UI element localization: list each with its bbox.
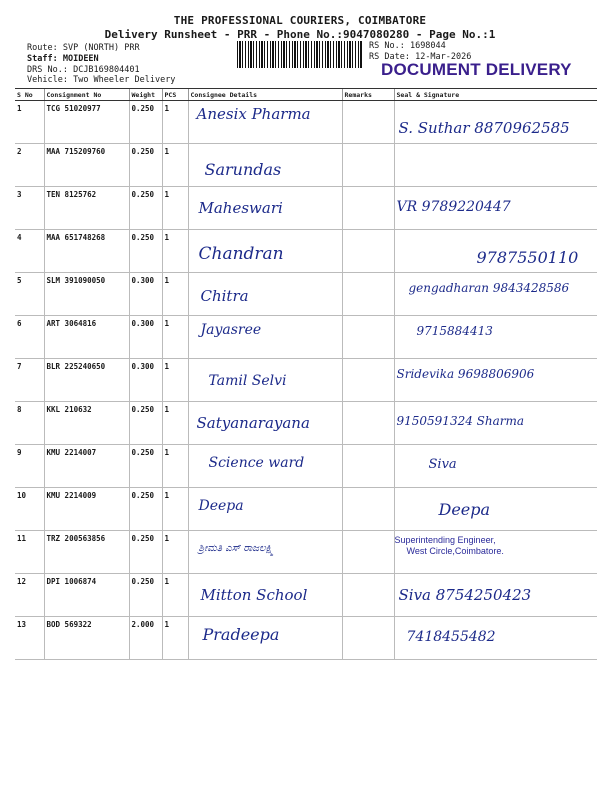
cell-consignment: TCG 51020977 — [44, 101, 129, 144]
cell-pcs: 1 — [162, 402, 188, 445]
barcode — [237, 41, 363, 68]
cell-weight: 0.300 — [129, 359, 162, 402]
cell-pcs: 1 — [162, 101, 188, 144]
cell-pcs: 1 — [162, 359, 188, 402]
cell-weight: 0.250 — [129, 488, 162, 531]
table-row — [15, 617, 597, 660]
cell-remarks — [342, 316, 394, 359]
cell-consignment: MAA 715209760 — [44, 144, 129, 187]
signature-handwriting: 7418455482 — [406, 629, 496, 645]
signature-handwriting: VR 9789220447 — [396, 199, 511, 215]
cell-sno: 11 — [15, 531, 44, 574]
cell-signature — [394, 187, 597, 230]
signature-handwriting: gengadharan 9843428586 — [408, 281, 570, 295]
consignee-handwriting: Sarundas — [204, 160, 282, 179]
cell-signature — [394, 359, 597, 402]
cell-signature — [394, 101, 597, 144]
table-row — [15, 316, 597, 359]
table-header-row — [15, 89, 597, 101]
cell-sno: 7 — [15, 359, 44, 402]
rs-date-value: 12-Mar-2026 — [415, 52, 472, 62]
col-seal-signature: Seal & Signature — [394, 89, 597, 101]
vehicle-label: Vehicle: — [27, 75, 68, 85]
cell-signature — [394, 488, 597, 531]
cell-sno: 4 — [15, 230, 44, 273]
signature-handwriting: Siva — [428, 457, 457, 472]
route-label: Route: — [27, 43, 58, 53]
cell-remarks — [342, 273, 394, 316]
consignee-handwriting: Satyanarayana — [196, 414, 310, 432]
cell-consignee — [188, 316, 342, 359]
cell-sno: 5 — [15, 273, 44, 316]
cell-weight: 0.250 — [129, 531, 162, 574]
seal-line-1: Superintending Engineer, — [394, 535, 496, 545]
cell-pcs: 1 — [162, 144, 188, 187]
cell-consignee — [188, 230, 342, 273]
cell-sno: 1 — [15, 101, 44, 144]
signature-handwriting: S. Suthar 8870962585 — [398, 119, 570, 137]
drs-value: DCJB169804401 — [73, 65, 140, 75]
consignee-handwriting: Pradeepa — [202, 625, 280, 644]
cell-consignment: MAA 651748268 — [44, 230, 129, 273]
runsheet-table — [15, 88, 597, 660]
cell-signature — [394, 402, 597, 445]
table-row — [15, 445, 597, 488]
cell-weight: 0.250 — [129, 101, 162, 144]
cell-pcs: 1 — [162, 574, 188, 617]
cell-weight: 0.300 — [129, 316, 162, 359]
cell-sno: 3 — [15, 187, 44, 230]
cell-consignee — [188, 144, 342, 187]
cell-consignment: KMU 2214009 — [44, 488, 129, 531]
cell-signature — [394, 230, 597, 273]
cell-remarks — [342, 488, 394, 531]
cell-signature — [394, 144, 597, 187]
signature-handwriting: Siva 8754250423 — [398, 586, 532, 604]
table-row — [15, 144, 597, 187]
cell-pcs: 1 — [162, 488, 188, 531]
col-sno: S No — [15, 89, 44, 101]
signature-handwriting: Sridevika 9698806906 — [396, 367, 535, 381]
cell-consignee — [188, 617, 342, 660]
consignee-handwriting: Mitton School — [200, 586, 308, 604]
col-pcs: PCS — [162, 89, 188, 101]
cell-weight: 0.250 — [129, 187, 162, 230]
cell-sno: 12 — [15, 574, 44, 617]
cell-consignee — [188, 488, 342, 531]
route-value: SVP (NORTH) PRR — [62, 43, 140, 53]
cell-pcs: 1 — [162, 316, 188, 359]
drs-label: DRS No.: — [27, 65, 68, 75]
cell-sno: 8 — [15, 402, 44, 445]
rs-no-value: 1698044 — [409, 41, 446, 51]
table-row — [15, 273, 597, 316]
cell-pcs: 1 — [162, 273, 188, 316]
cell-weight: 0.250 — [129, 230, 162, 273]
cell-remarks — [342, 617, 394, 660]
cell-consignment: KKL 210632 — [44, 402, 129, 445]
cell-signature — [394, 574, 597, 617]
cell-consignee — [188, 531, 342, 574]
cell-remarks — [342, 402, 394, 445]
consignee-handwriting: Chitra — [200, 287, 249, 305]
document-delivery-label: DOCUMENT DELIVERY — [381, 60, 572, 79]
cell-consignment: TRZ 200563856 — [44, 531, 129, 574]
consignee-handwriting: Anesix Pharma — [196, 105, 311, 123]
vehicle-value: Two Wheeler Delivery — [73, 75, 176, 85]
signature-handwriting: 9715884413 — [416, 324, 493, 338]
rs-date-label: RS Date: — [369, 52, 410, 62]
cell-signature — [394, 316, 597, 359]
cell-signature — [394, 617, 597, 660]
cell-consignment: BLR 225240650 — [44, 359, 129, 402]
runsheet-meta-left — [27, 43, 175, 86]
cell-consignment: DPI 1006874 — [44, 574, 129, 617]
consignee-handwriting: ಶ್ರೀಮತಿ ಎಸ್ ರಾಜಲಕ್ಷ್ಮಿ — [198, 543, 274, 554]
table-row — [15, 230, 597, 273]
col-remarks: Remarks — [342, 89, 394, 101]
cell-signature — [394, 273, 597, 316]
cell-remarks — [342, 101, 394, 144]
consignee-handwriting: Tamil Selvi — [208, 373, 287, 389]
cell-pcs: 1 — [162, 617, 188, 660]
table-row — [15, 488, 597, 531]
consignee-handwriting: Science ward — [208, 455, 305, 471]
cell-remarks — [342, 574, 394, 617]
cell-pcs: 1 — [162, 445, 188, 488]
consignee-handwriting: Deepa — [198, 498, 244, 514]
cell-sno: 2 — [15, 144, 44, 187]
cell-consignee — [188, 101, 342, 144]
cell-sno: 9 — [15, 445, 44, 488]
table-row — [15, 402, 597, 445]
col-consignment-no: Consignment No — [44, 89, 129, 101]
cell-consignee — [188, 273, 342, 316]
cell-signature — [394, 445, 597, 488]
cell-remarks — [342, 531, 394, 574]
table-row — [15, 359, 597, 402]
seal-line-2: West Circle,Coimbatore. — [406, 546, 504, 556]
cell-pcs: 1 — [162, 230, 188, 273]
col-weight: Weight — [129, 89, 162, 101]
staff-label: Staff: — [27, 54, 58, 64]
cell-weight: 0.300 — [129, 273, 162, 316]
cell-sno: 10 — [15, 488, 44, 531]
cell-consignee — [188, 187, 342, 230]
cell-remarks — [342, 144, 394, 187]
cell-remarks — [342, 230, 394, 273]
consignee-handwriting: Maheswari — [198, 199, 283, 217]
cell-consignment: KMU 2214007 — [44, 445, 129, 488]
cell-weight: 0.250 — [129, 574, 162, 617]
signature-handwriting: 9150591324 Sharma — [396, 414, 525, 428]
cell-signature — [394, 531, 597, 574]
cell-consignee — [188, 359, 342, 402]
table-row — [15, 101, 597, 144]
table-row — [15, 531, 597, 574]
cell-weight: 2.000 — [129, 617, 162, 660]
consignee-handwriting: Chandran — [198, 244, 284, 264]
document-title: THE PROFESSIONAL COURIERS, COIMBATORE — [173, 14, 427, 27]
cell-pcs: 1 — [162, 187, 188, 230]
cell-consignment: SLM 391090050 — [44, 273, 129, 316]
cell-sno: 6 — [15, 316, 44, 359]
cell-consignee — [188, 402, 342, 445]
cell-sno: 13 — [15, 617, 44, 660]
cell-weight: 0.250 — [129, 445, 162, 488]
cell-weight: 0.250 — [129, 144, 162, 187]
table-row — [15, 187, 597, 230]
cell-remarks — [342, 187, 394, 230]
cell-consignee — [188, 445, 342, 488]
staff-value: MOIDEEN — [62, 54, 99, 64]
signature-handwriting: 9787550110 — [476, 248, 579, 267]
cell-remarks — [342, 359, 394, 402]
cell-weight: 0.250 — [129, 402, 162, 445]
cell-remarks — [342, 445, 394, 488]
cell-consignment: TEN 8125762 — [44, 187, 129, 230]
table-row — [15, 574, 597, 617]
runsheet-subtitle: Delivery Runsheet - PRR - Phone No.:9047080280 - Page No.:1 — [104, 28, 496, 41]
official-seal — [395, 535, 504, 557]
col-consignee-details: Consignee Details — [188, 89, 342, 101]
cell-consignment: BOD 569322 — [44, 617, 129, 660]
signature-handwriting: Deepa — [438, 500, 491, 519]
cell-pcs: 1 — [162, 531, 188, 574]
cell-consignee — [188, 574, 342, 617]
cell-consignment: ART 3064816 — [44, 316, 129, 359]
rs-no-label: RS No.: — [369, 41, 405, 51]
consignee-handwriting: Jayasree — [200, 322, 262, 338]
